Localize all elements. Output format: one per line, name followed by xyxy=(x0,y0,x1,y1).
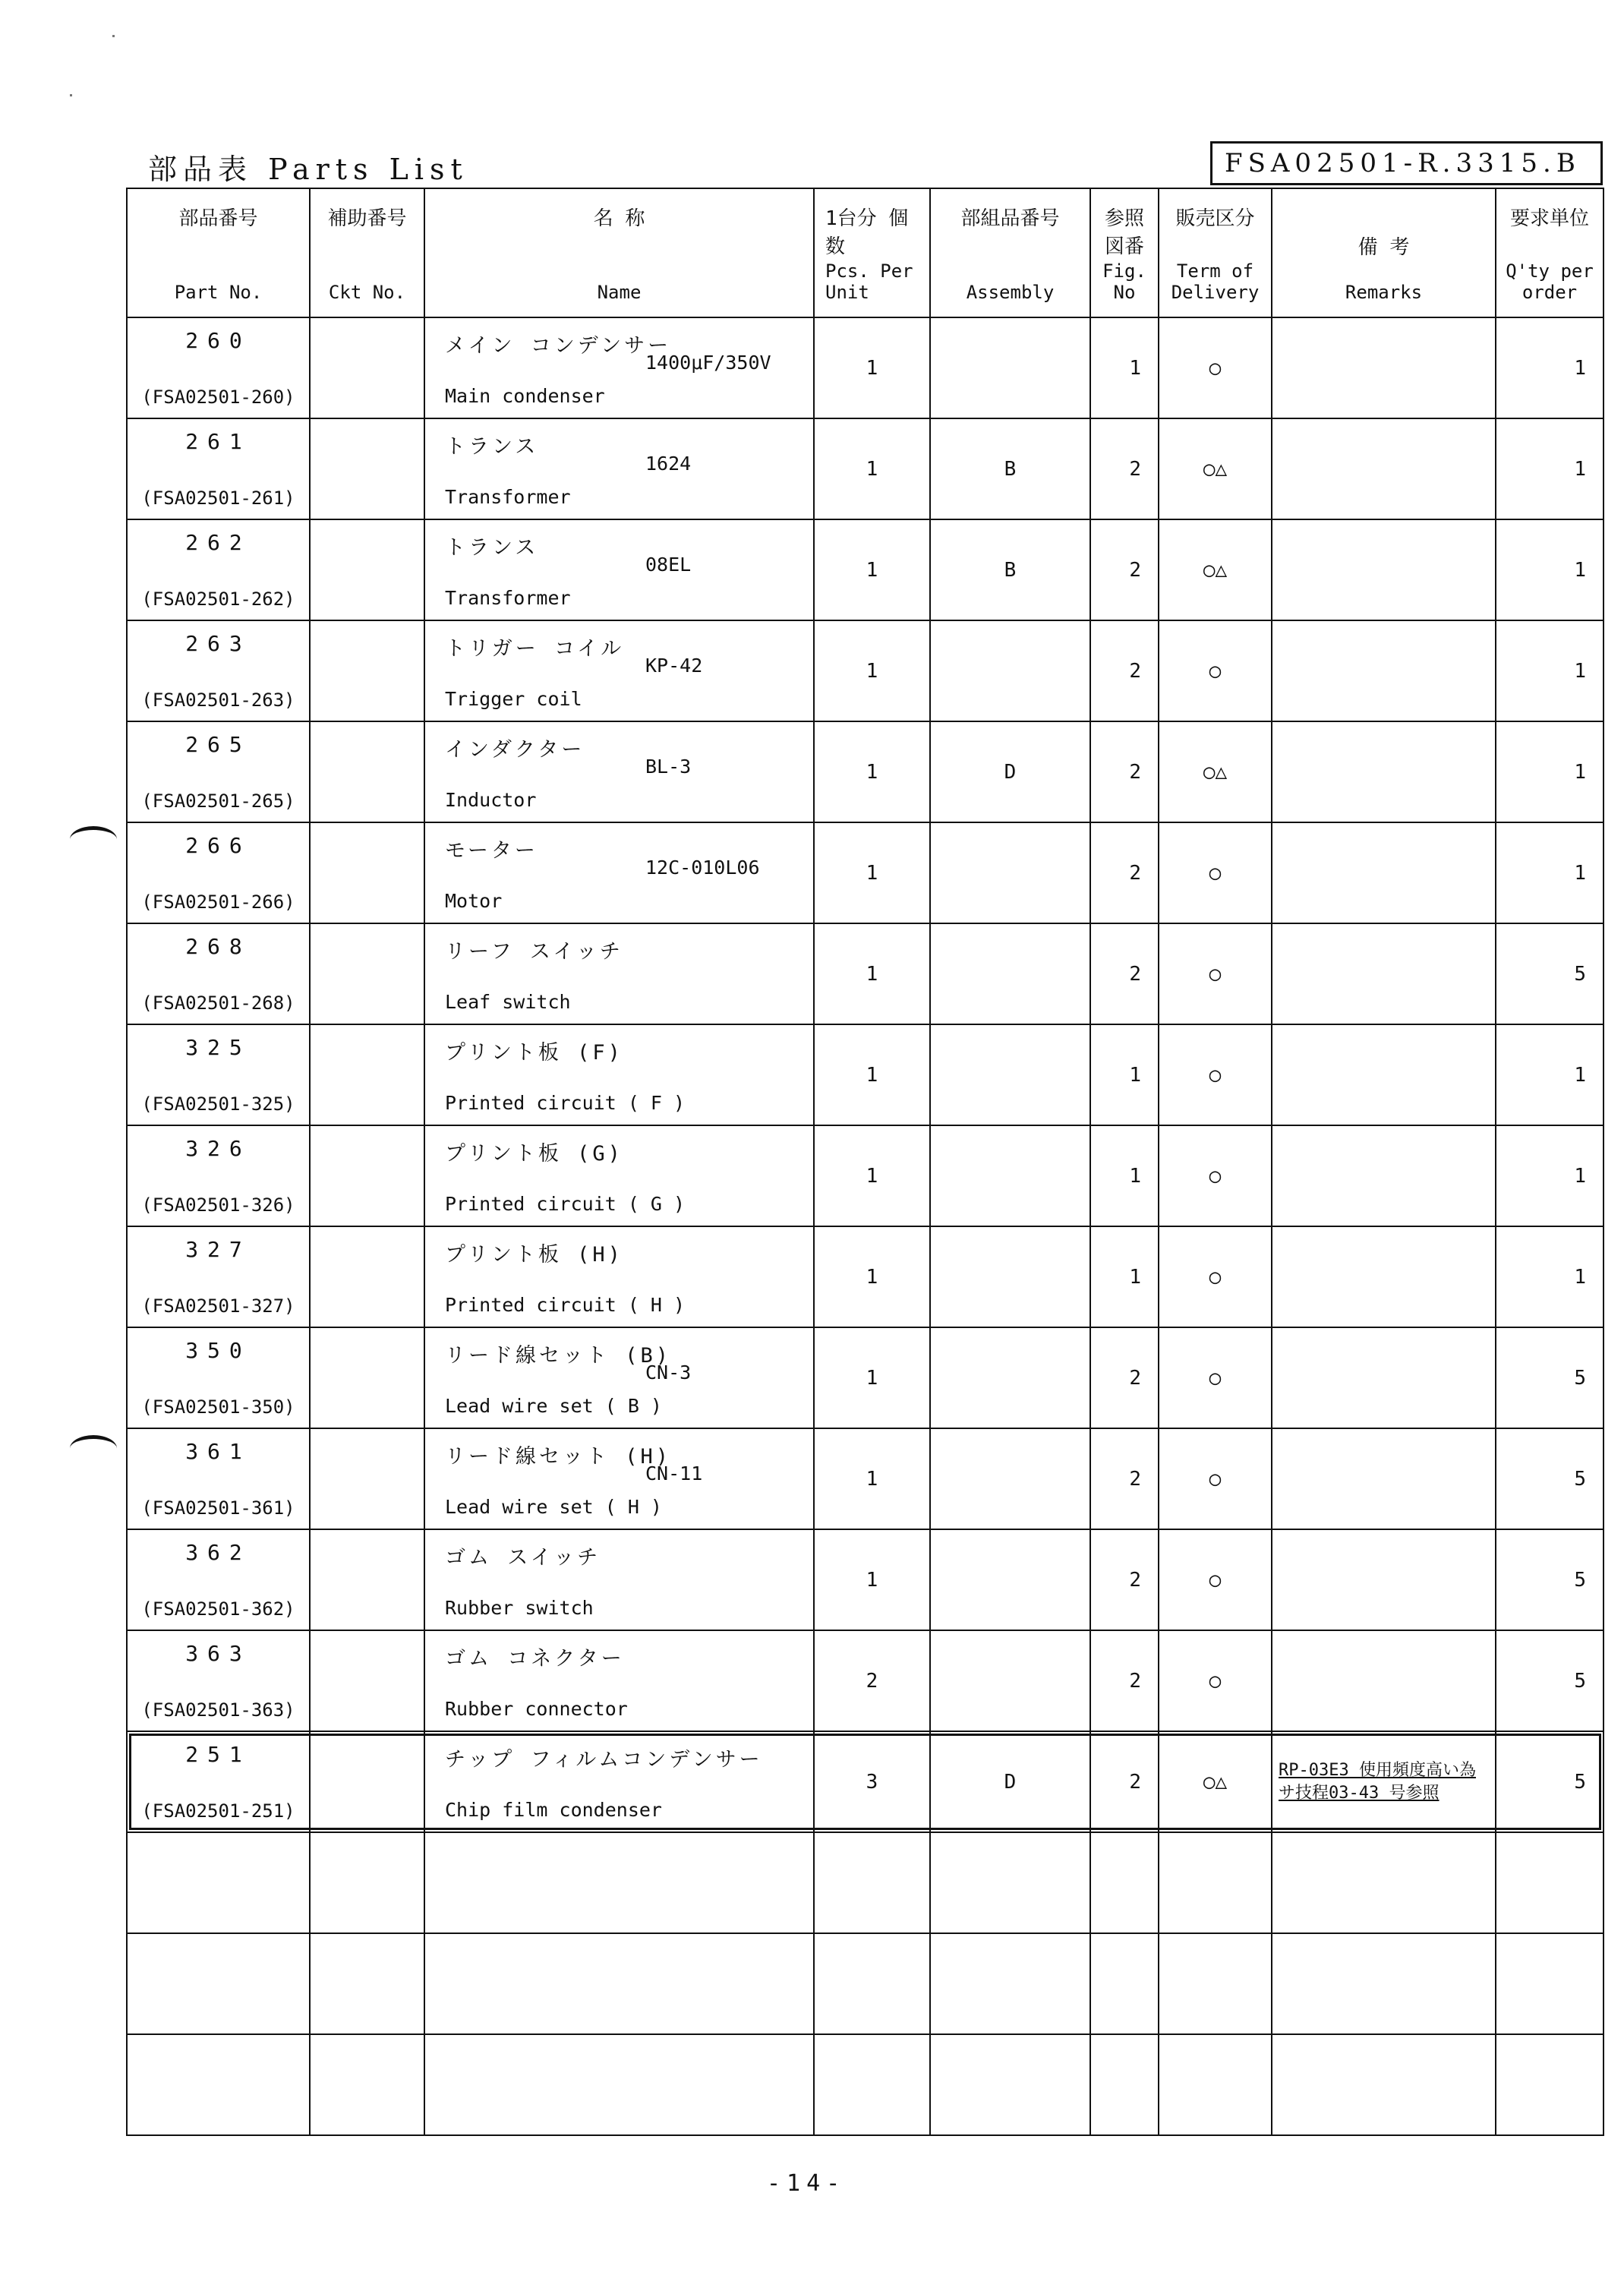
name-jp: ゴム スイッチ xyxy=(445,1546,601,1570)
ckt-no-cell xyxy=(310,620,424,721)
qty-cell: 1 xyxy=(1496,1125,1604,1226)
ckt-no-cell xyxy=(310,1125,424,1226)
table-row xyxy=(127,1731,1604,1832)
table-row xyxy=(127,1327,1604,1428)
name-jp: プリント板 (H) xyxy=(445,1243,623,1267)
ckt-no-cell xyxy=(310,1428,424,1529)
empty-cell xyxy=(1090,1832,1159,1933)
part-code: (FSA02501-268) xyxy=(141,992,295,1014)
empty-cell xyxy=(1159,1832,1272,1933)
pcs-cell: 1 xyxy=(814,1428,930,1529)
name-en: Motor xyxy=(445,890,503,912)
col-remarks-jp: 備 考 xyxy=(1358,236,1410,259)
scan-speck xyxy=(112,35,115,37)
part-number: 361 xyxy=(185,1439,251,1464)
delivery-cell: ○ xyxy=(1159,317,1272,418)
col-pcs-jp: 1台分 個 数 xyxy=(825,207,909,258)
name-cell xyxy=(424,923,814,1024)
name-jp: モーター xyxy=(445,839,538,863)
delivery-cell: ○ xyxy=(1159,923,1272,1024)
qty-cell: 5 xyxy=(1496,1630,1604,1731)
empty-cell xyxy=(930,2034,1090,2135)
name-jp: プリント板 (F) xyxy=(445,1041,623,1065)
ckt-no-cell xyxy=(310,1226,424,1327)
model-number: KP-42 xyxy=(645,655,703,677)
table-row xyxy=(127,1125,1604,1226)
table-header-row xyxy=(127,188,1604,317)
part-code: (FSA02501-325) xyxy=(141,1093,295,1115)
table-row xyxy=(127,1024,1604,1125)
model-number: CN-3 xyxy=(645,1361,692,1384)
name-jp: リーフ スイッチ xyxy=(445,940,623,964)
part-no-cell xyxy=(127,721,310,822)
empty-cell xyxy=(814,1832,930,1933)
qty-cell: 1 xyxy=(1496,418,1604,519)
part-code: (FSA02501-361) xyxy=(141,1497,295,1519)
delivery-cell: ○ xyxy=(1159,1125,1272,1226)
name-cell xyxy=(424,1125,814,1226)
remarks-cell xyxy=(1272,317,1496,418)
empty-cell xyxy=(1272,1933,1496,2034)
remarks-cell xyxy=(1272,721,1496,822)
name-cell xyxy=(424,822,814,923)
empty-cell xyxy=(424,2034,814,2135)
col-fig-jp: 参照 図番 xyxy=(1104,207,1144,258)
pcs-cell: 1 xyxy=(814,418,930,519)
assembly-cell xyxy=(930,1529,1090,1630)
empty-cell xyxy=(1159,2034,1272,2135)
empty-cell xyxy=(127,1933,310,2034)
assembly-cell: B xyxy=(930,519,1090,620)
name-jp: インダクター xyxy=(445,738,585,762)
part-no-cell xyxy=(127,1731,310,1832)
ckt-no-cell xyxy=(310,519,424,620)
part-number: 326 xyxy=(185,1136,251,1161)
empty-cell xyxy=(310,2034,424,2135)
part-no-cell xyxy=(127,620,310,721)
empty-row xyxy=(127,1933,1604,2034)
delivery-cell: ○△ xyxy=(1159,519,1272,620)
col-delivery xyxy=(1159,188,1272,317)
model-number: 12C-010L06 xyxy=(645,857,760,879)
part-number: 260 xyxy=(185,328,251,353)
col-ckt-no xyxy=(310,188,424,317)
col-fig-en: Fig. No xyxy=(1102,260,1146,303)
empty-row xyxy=(127,2034,1604,2135)
empty-cell xyxy=(127,2034,310,2135)
qty-cell: 1 xyxy=(1496,1024,1604,1125)
part-no-cell xyxy=(127,923,310,1024)
fig-cell: 2 xyxy=(1090,519,1159,620)
ckt-no-cell xyxy=(310,418,424,519)
empty-cell xyxy=(127,1832,310,1933)
part-no-cell xyxy=(127,1529,310,1630)
empty-cell xyxy=(930,1832,1090,1933)
fig-cell: 2 xyxy=(1090,620,1159,721)
delivery-cell: ○ xyxy=(1159,1529,1272,1630)
fig-cell: 1 xyxy=(1090,1226,1159,1327)
part-no-cell xyxy=(127,519,310,620)
ckt-no-cell xyxy=(310,1327,424,1428)
empty-cell xyxy=(1496,2034,1604,2135)
model-number: CN-11 xyxy=(645,1462,703,1484)
part-number: 261 xyxy=(185,429,251,454)
assembly-cell xyxy=(930,822,1090,923)
part-no-cell xyxy=(127,822,310,923)
ckt-no-cell xyxy=(310,923,424,1024)
empty-row xyxy=(127,1832,1604,1933)
name-en: Transformer xyxy=(445,587,571,609)
part-no-cell xyxy=(127,317,310,418)
table-row xyxy=(127,1630,1604,1731)
part-no-cell xyxy=(127,1024,310,1125)
remarks-cell xyxy=(1272,1024,1496,1125)
pcs-cell: 1 xyxy=(814,1529,930,1630)
part-no-cell xyxy=(127,1125,310,1226)
ckt-no-cell xyxy=(310,1731,424,1832)
name-en: Leaf switch xyxy=(445,991,571,1013)
remarks-cell xyxy=(1272,418,1496,519)
remarks-cell xyxy=(1272,822,1496,923)
col-fig xyxy=(1090,188,1159,317)
page-title: 部品表 Parts List xyxy=(148,153,468,186)
name-en: Printed circuit ( F ) xyxy=(445,1092,686,1114)
pcs-cell: 1 xyxy=(814,721,930,822)
col-remarks xyxy=(1272,188,1496,317)
table-row xyxy=(127,1428,1604,1529)
assembly-cell xyxy=(930,1327,1090,1428)
name-jp: チップ フィルムコンデンサー xyxy=(445,1748,763,1772)
empty-cell xyxy=(1272,2034,1496,2135)
col-pcs xyxy=(814,188,930,317)
name-cell xyxy=(424,418,814,519)
table-row xyxy=(127,418,1604,519)
part-number: 262 xyxy=(185,530,251,555)
table-row xyxy=(127,519,1604,620)
name-en: Rubber connector xyxy=(445,1698,628,1720)
table-row xyxy=(127,1226,1604,1327)
table-row xyxy=(127,317,1604,418)
empty-cell xyxy=(1496,1933,1604,2034)
name-en: Rubber switch xyxy=(445,1597,594,1619)
name-cell xyxy=(424,1630,814,1731)
empty-cell xyxy=(310,1832,424,1933)
part-no-cell xyxy=(127,1428,310,1529)
col-part-no xyxy=(127,188,310,317)
col-qty-en: Q'ty per order xyxy=(1506,260,1594,303)
part-code: (FSA02501-261) xyxy=(141,487,295,509)
assembly-cell xyxy=(930,620,1090,721)
empty-cell xyxy=(1496,1832,1604,1933)
part-number: 263 xyxy=(185,631,251,656)
remarks-cell xyxy=(1272,1630,1496,1731)
assembly-cell xyxy=(930,317,1090,418)
empty-cell xyxy=(1272,1832,1496,1933)
part-code: (FSA02501-363) xyxy=(141,1699,295,1721)
name-cell xyxy=(424,721,814,822)
name-cell xyxy=(424,1024,814,1125)
assembly-cell: B xyxy=(930,418,1090,519)
name-cell xyxy=(424,620,814,721)
table-row xyxy=(127,923,1604,1024)
col-part-no-en: Part No. xyxy=(174,282,263,303)
part-code: (FSA02501-327) xyxy=(141,1295,295,1317)
assembly-cell: D xyxy=(930,721,1090,822)
part-code: (FSA02501-262) xyxy=(141,588,295,610)
fig-cell: 2 xyxy=(1090,1529,1159,1630)
col-pcs-en: Pcs. Per Unit xyxy=(825,260,913,303)
part-number: 265 xyxy=(185,732,251,757)
name-jp: プリント板 (G) xyxy=(445,1142,623,1166)
remarks-text: RP-03E3 使用頻度高い為 サ技程03-43 号参照 xyxy=(1279,1760,1476,1803)
col-ckt-no-jp: 補助番号 xyxy=(327,207,407,230)
delivery-cell: ○△ xyxy=(1159,1731,1272,1832)
col-delivery-jp: 販売区分 xyxy=(1175,207,1255,230)
delivery-cell: ○ xyxy=(1159,1428,1272,1529)
fig-cell: 2 xyxy=(1090,1327,1159,1428)
pcs-cell: 1 xyxy=(814,620,930,721)
name-en: Printed circuit ( G ) xyxy=(445,1193,686,1215)
fig-cell: 2 xyxy=(1090,721,1159,822)
part-number: 362 xyxy=(185,1540,251,1565)
model-number: BL-3 xyxy=(645,756,692,778)
table-row xyxy=(127,822,1604,923)
delivery-cell: ○ xyxy=(1159,1024,1272,1125)
fig-cell: 1 xyxy=(1090,1125,1159,1226)
delivery-cell: ○ xyxy=(1159,1226,1272,1327)
assembly-cell xyxy=(930,1428,1090,1529)
col-qty xyxy=(1496,188,1604,317)
delivery-cell: ○ xyxy=(1159,620,1272,721)
remarks-cell xyxy=(1272,1327,1496,1428)
qty-cell: 5 xyxy=(1496,1428,1604,1529)
ckt-no-cell xyxy=(310,1529,424,1630)
scan-speck xyxy=(70,94,72,96)
empty-cell xyxy=(424,1933,814,2034)
remarks-cell xyxy=(1272,1731,1496,1832)
assembly-cell xyxy=(930,1125,1090,1226)
col-qty-jp: 要求単位 xyxy=(1509,207,1589,230)
qty-cell: 5 xyxy=(1496,1731,1604,1832)
name-jp: トランス xyxy=(445,435,539,459)
fig-cell: 2 xyxy=(1090,1428,1159,1529)
pcs-cell: 1 xyxy=(814,519,930,620)
ckt-no-cell xyxy=(310,1630,424,1731)
part-number: 251 xyxy=(185,1742,251,1767)
part-code: (FSA02501-251) xyxy=(141,1800,295,1822)
pcs-cell: 1 xyxy=(814,1024,930,1125)
pcs-cell: 3 xyxy=(814,1731,930,1832)
empty-cell xyxy=(814,2034,930,2135)
part-no-cell xyxy=(127,1226,310,1327)
binder-hole-mark xyxy=(70,826,117,853)
ckt-no-cell xyxy=(310,1024,424,1125)
part-no-cell xyxy=(127,418,310,519)
ckt-no-cell xyxy=(310,721,424,822)
pcs-cell: 1 xyxy=(814,317,930,418)
name-en: Main condenser xyxy=(445,385,605,407)
model-number: 1624 xyxy=(645,453,692,475)
pcs-cell: 1 xyxy=(814,1125,930,1226)
name-en: Chip film condenser xyxy=(445,1799,662,1821)
remarks-cell xyxy=(1272,1226,1496,1327)
name-en: Lead wire set ( H ) xyxy=(445,1496,662,1518)
part-code: (FSA02501-260) xyxy=(141,387,295,408)
name-cell xyxy=(424,1428,814,1529)
name-en: Printed circuit ( H ) xyxy=(445,1294,686,1316)
remarks-cell xyxy=(1272,1125,1496,1226)
part-number: 327 xyxy=(185,1237,251,1262)
name-en: Lead wire set ( B ) xyxy=(445,1395,662,1417)
delivery-cell: ○ xyxy=(1159,822,1272,923)
assembly-cell xyxy=(930,1630,1090,1731)
table-row xyxy=(127,721,1604,822)
qty-cell: 1 xyxy=(1496,519,1604,620)
col-name-en: Name xyxy=(597,282,642,303)
assembly-cell xyxy=(930,1024,1090,1125)
fig-cell: 2 xyxy=(1090,1630,1159,1731)
empty-cell xyxy=(1090,2034,1159,2135)
binder-hole-mark xyxy=(70,1435,117,1462)
qty-cell: 5 xyxy=(1496,1327,1604,1428)
delivery-cell: ○ xyxy=(1159,1327,1272,1428)
col-assembly-en: Assembly xyxy=(966,282,1055,303)
col-delivery-en: Term of Delivery xyxy=(1171,260,1260,303)
remarks-cell xyxy=(1272,1428,1496,1529)
name-cell xyxy=(424,1327,814,1428)
pcs-cell: 1 xyxy=(814,1226,930,1327)
empty-cell xyxy=(814,1933,930,2034)
model-number: 08EL xyxy=(645,554,692,576)
part-code: (FSA02501-266) xyxy=(141,891,295,913)
delivery-cell: ○△ xyxy=(1159,721,1272,822)
fig-cell: 1 xyxy=(1090,317,1159,418)
page-number: -14- xyxy=(767,2170,847,2197)
part-code: (FSA02501-263) xyxy=(141,689,295,711)
part-no-cell xyxy=(127,1630,310,1731)
parts-table xyxy=(126,188,1604,2136)
part-code: (FSA02501-362) xyxy=(141,1598,295,1620)
table-row xyxy=(127,1529,1604,1630)
remarks-cell xyxy=(1272,1529,1496,1630)
part-number: 350 xyxy=(185,1338,251,1363)
name-cell xyxy=(424,317,814,418)
part-number: 266 xyxy=(185,833,251,858)
col-remarks-en: Remarks xyxy=(1345,282,1423,303)
qty-cell: 5 xyxy=(1496,923,1604,1024)
fig-cell: 2 xyxy=(1090,1731,1159,1832)
name-en: Inductor xyxy=(445,789,537,811)
remarks-cell xyxy=(1272,923,1496,1024)
col-ckt-no-en: Ckt No. xyxy=(328,282,406,303)
model-number: 1400μF/350V xyxy=(645,352,771,374)
fig-cell: 2 xyxy=(1090,822,1159,923)
name-en: Trigger coil xyxy=(445,688,582,710)
document-number: FSA02501-R.3315.B xyxy=(1210,141,1603,185)
remarks-cell xyxy=(1272,519,1496,620)
ckt-no-cell xyxy=(310,822,424,923)
delivery-cell: ○△ xyxy=(1159,418,1272,519)
pcs-cell: 2 xyxy=(814,1630,930,1731)
empty-cell xyxy=(1090,1933,1159,2034)
part-number: 268 xyxy=(185,934,251,959)
name-cell xyxy=(424,1731,814,1832)
name-jp: リード線セット (H) xyxy=(445,1445,672,1469)
pcs-cell: 1 xyxy=(814,822,930,923)
part-code: (FSA02501-350) xyxy=(141,1396,295,1418)
name-cell xyxy=(424,1529,814,1630)
empty-cell xyxy=(310,1933,424,2034)
part-code: (FSA02501-326) xyxy=(141,1194,295,1216)
table-row xyxy=(127,620,1604,721)
fig-cell: 2 xyxy=(1090,418,1159,519)
part-number: 363 xyxy=(185,1641,251,1666)
qty-cell: 1 xyxy=(1496,822,1604,923)
remarks-cell xyxy=(1272,620,1496,721)
assembly-cell xyxy=(930,1226,1090,1327)
qty-cell: 1 xyxy=(1496,317,1604,418)
pcs-cell: 1 xyxy=(814,1327,930,1428)
empty-cell xyxy=(424,1832,814,1933)
name-jp: ゴム コネクター xyxy=(445,1647,625,1671)
name-cell xyxy=(424,1226,814,1327)
qty-cell: 1 xyxy=(1496,1226,1604,1327)
qty-cell: 1 xyxy=(1496,620,1604,721)
name-cell xyxy=(424,519,814,620)
name-jp: リード線セット (B) xyxy=(445,1344,672,1368)
name-en: Transformer xyxy=(445,486,571,508)
delivery-cell: ○ xyxy=(1159,1630,1272,1731)
part-no-cell xyxy=(127,1327,310,1428)
ckt-no-cell xyxy=(310,317,424,418)
name-jp: メイン コンデンサー xyxy=(445,334,672,358)
qty-cell: 5 xyxy=(1496,1529,1604,1630)
assembly-cell: D xyxy=(930,1731,1090,1832)
assembly-cell xyxy=(930,923,1090,1024)
name-jp: トランス xyxy=(445,536,539,560)
fig-cell: 1 xyxy=(1090,1024,1159,1125)
part-number: 325 xyxy=(185,1035,251,1060)
pcs-cell: 1 xyxy=(814,923,930,1024)
name-jp: トリガー コイル xyxy=(445,637,625,661)
col-assembly-jp: 部組品番号 xyxy=(960,207,1060,230)
col-part-no-jp: 部品番号 xyxy=(178,207,258,230)
empty-cell xyxy=(930,1933,1090,2034)
col-name xyxy=(424,188,814,317)
part-code: (FSA02501-265) xyxy=(141,790,295,812)
empty-cell xyxy=(1159,1933,1272,2034)
col-name-jp: 名 称 xyxy=(593,207,645,230)
fig-cell: 2 xyxy=(1090,923,1159,1024)
qty-cell: 1 xyxy=(1496,721,1604,822)
col-assembly xyxy=(930,188,1090,317)
